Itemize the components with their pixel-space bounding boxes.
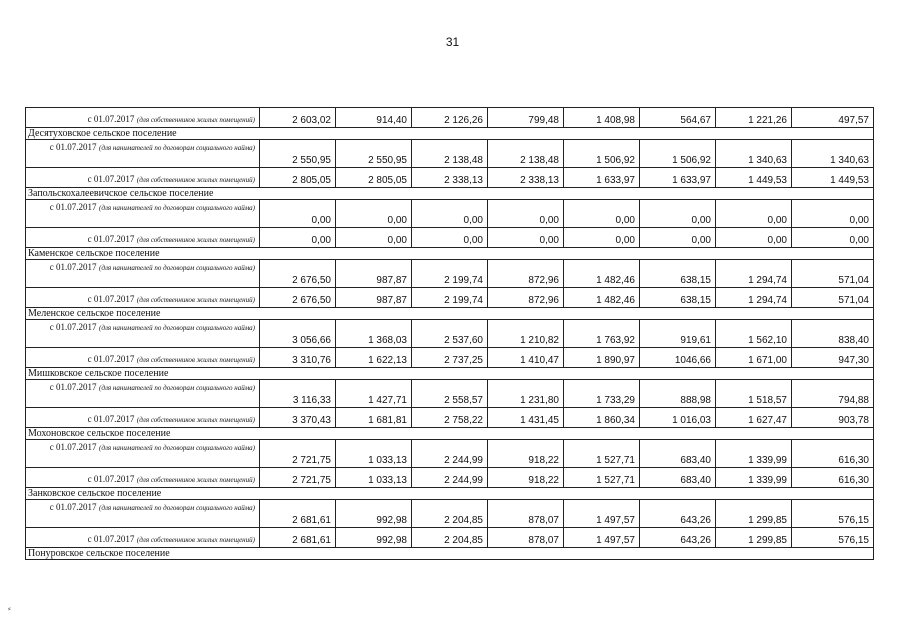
value-cell: 1 299,85 xyxy=(716,500,792,528)
row-label-tenants xyxy=(26,320,260,348)
value-cell: 616,30 xyxy=(792,468,874,488)
value-cell: 2 138,48 xyxy=(488,140,564,168)
table-row xyxy=(26,108,874,128)
value-cell: 1 016,03 xyxy=(640,408,716,428)
value-cell: 1 449,53 xyxy=(792,168,874,188)
value-cell: 878,07 xyxy=(488,500,564,528)
section-header-row xyxy=(26,488,874,500)
value-cell: 1 763,92 xyxy=(564,320,640,348)
row-label-note: (для собственников жилых помещений) xyxy=(136,116,255,124)
value-cell: 2 204,85 xyxy=(412,500,488,528)
value-cell: 2 199,74 xyxy=(412,260,488,288)
value-cell: 1 518,57 xyxy=(716,380,792,408)
row-label-date: с 01.07.2017 xyxy=(49,202,97,212)
value-cell: 0,00 xyxy=(488,200,564,228)
page-number: 31 xyxy=(445,35,460,49)
row-label-note: (для собственников жилых помещений) xyxy=(136,536,255,544)
value-cell: 2 737,25 xyxy=(412,348,488,368)
value-cell: 0,00 xyxy=(564,200,640,228)
scan-mark: ⸗ xyxy=(8,604,11,613)
value-cell: 643,26 xyxy=(640,500,716,528)
value-cell: 0,00 xyxy=(260,200,336,228)
value-cell: 838,40 xyxy=(792,320,874,348)
value-cell: 1 562,10 xyxy=(716,320,792,348)
row-label-note: (для собственников жилых помещений) xyxy=(136,176,255,184)
value-cell: 1 033,13 xyxy=(336,440,412,468)
tariff-table xyxy=(25,107,874,560)
row-label-date: с 01.07.2017 xyxy=(87,234,135,244)
section-header-row xyxy=(26,308,874,320)
value-cell: 2 537,60 xyxy=(412,320,488,348)
value-cell: 2 126,26 xyxy=(412,108,488,128)
value-cell: 1 408,98 xyxy=(564,108,640,128)
value-cell: 2 199,74 xyxy=(412,288,488,308)
section-header-row xyxy=(26,188,874,200)
table-row xyxy=(26,320,874,348)
row-label-date: с 01.07.2017 xyxy=(87,534,135,544)
value-cell: 914,40 xyxy=(336,108,412,128)
value-cell: 1046,66 xyxy=(640,348,716,368)
row-label-date: с 01.07.2017 xyxy=(87,294,135,304)
value-cell: 1 890,97 xyxy=(564,348,640,368)
value-cell: 0,00 xyxy=(564,228,640,248)
value-cell: 1 527,71 xyxy=(564,468,640,488)
value-cell: 683,40 xyxy=(640,468,716,488)
value-cell: 0,00 xyxy=(412,228,488,248)
row-label-note: (для нанимателей по договорам социального найма) xyxy=(99,204,255,212)
value-cell: 1 231,80 xyxy=(488,380,564,408)
value-cell: 1 431,45 xyxy=(488,408,564,428)
row-label-date: с 01.07.2017 xyxy=(87,354,135,364)
value-cell: 1 671,00 xyxy=(716,348,792,368)
table-row xyxy=(26,408,874,428)
row-label-note: (для нанимателей по договорам социального найма) xyxy=(99,444,255,452)
row-label-tenants xyxy=(26,440,260,468)
row-label-date: с 01.07.2017 xyxy=(87,114,135,124)
value-cell: 3 370,43 xyxy=(260,408,336,428)
row-label-date: с 01.07.2017 xyxy=(87,414,135,424)
value-cell: 0,00 xyxy=(716,228,792,248)
row-label-note: (для нанимателей по договорам социального найма) xyxy=(99,504,255,512)
value-cell: 576,15 xyxy=(792,500,874,528)
value-cell: 1 340,63 xyxy=(716,140,792,168)
value-cell: 1 294,74 xyxy=(716,288,792,308)
table-row xyxy=(26,468,874,488)
row-label-owners xyxy=(26,468,260,488)
row-label-note: (для нанимателей по договорам социального найма) xyxy=(99,264,255,272)
value-cell: 3 116,33 xyxy=(260,380,336,408)
value-cell: 0,00 xyxy=(336,200,412,228)
section-header-row xyxy=(26,428,874,440)
row-label-note: (для собственников жилых помещений) xyxy=(136,296,255,304)
section-name: Десятуховское сельское поселение xyxy=(26,128,874,140)
table-row xyxy=(26,500,874,528)
value-cell: 2 138,48 xyxy=(412,140,488,168)
value-cell: 1 733,29 xyxy=(564,380,640,408)
value-cell: 1 497,57 xyxy=(564,500,640,528)
section-name: Мохоновское сельское поселение xyxy=(26,428,874,440)
value-cell: 1 860,34 xyxy=(564,408,640,428)
value-cell: 0,00 xyxy=(412,200,488,228)
value-cell: 872,96 xyxy=(488,260,564,288)
value-cell: 1 339,99 xyxy=(716,468,792,488)
value-cell: 0,00 xyxy=(640,200,716,228)
value-cell: 799,48 xyxy=(488,108,564,128)
value-cell: 1 482,46 xyxy=(564,260,640,288)
section-name: Каменское сельское поселение xyxy=(26,248,874,260)
value-cell: 1 622,13 xyxy=(336,348,412,368)
section-name: Меленское сельское поселение xyxy=(26,308,874,320)
value-cell: 2 603,02 xyxy=(260,108,336,128)
row-label-tenants xyxy=(26,500,260,528)
value-cell: 1 221,26 xyxy=(716,108,792,128)
value-cell: 918,22 xyxy=(488,440,564,468)
value-cell: 987,87 xyxy=(336,288,412,308)
section-name: Мишковское сельское поселение xyxy=(26,368,874,380)
value-cell: 1 506,92 xyxy=(564,140,640,168)
value-cell: 1 210,82 xyxy=(488,320,564,348)
row-label-date: с 01.07.2017 xyxy=(49,142,97,152)
value-cell: 2 681,61 xyxy=(260,528,336,548)
value-cell: 2 805,05 xyxy=(260,168,336,188)
value-cell: 1 339,99 xyxy=(716,440,792,468)
value-cell: 1 410,47 xyxy=(488,348,564,368)
value-cell: 903,78 xyxy=(792,408,874,428)
value-cell: 2 244,99 xyxy=(412,440,488,468)
value-cell: 918,22 xyxy=(488,468,564,488)
table-row xyxy=(26,440,874,468)
row-label-date: с 01.07.2017 xyxy=(49,262,97,272)
section-header-row xyxy=(26,548,874,560)
row-label-owners xyxy=(26,228,260,248)
value-cell: 638,15 xyxy=(640,288,716,308)
row-label-date: с 01.07.2017 xyxy=(87,474,135,484)
value-cell: 0,00 xyxy=(792,200,874,228)
table-row xyxy=(26,168,874,188)
value-cell: 571,04 xyxy=(792,260,874,288)
value-cell: 2 204,85 xyxy=(412,528,488,548)
value-cell: 1 681,81 xyxy=(336,408,412,428)
value-cell: 1 340,63 xyxy=(792,140,874,168)
row-label-tenants xyxy=(26,380,260,408)
value-cell: 1 427,71 xyxy=(336,380,412,408)
row-label-date: с 01.07.2017 xyxy=(49,442,97,452)
value-cell: 992,98 xyxy=(336,500,412,528)
section-header-row xyxy=(26,128,874,140)
value-cell: 1 449,53 xyxy=(716,168,792,188)
value-cell: 878,07 xyxy=(488,528,564,548)
row-label-owners xyxy=(26,528,260,548)
value-cell: 992,98 xyxy=(336,528,412,548)
value-cell: 571,04 xyxy=(792,288,874,308)
table-row xyxy=(26,200,874,228)
value-cell: 497,57 xyxy=(792,108,874,128)
row-label-note: (для нанимателей по договорам социального найма) xyxy=(99,324,255,332)
value-cell: 0,00 xyxy=(488,228,564,248)
value-cell: 0,00 xyxy=(792,228,874,248)
value-cell: 638,15 xyxy=(640,260,716,288)
value-cell: 2 338,13 xyxy=(412,168,488,188)
row-label-note: (для собственников жилых помещений) xyxy=(136,416,255,424)
value-cell: 2 558,57 xyxy=(412,380,488,408)
table-row xyxy=(26,348,874,368)
value-cell: 564,67 xyxy=(640,108,716,128)
table-row xyxy=(26,228,874,248)
table-row xyxy=(26,140,874,168)
row-label-owners xyxy=(26,168,260,188)
row-label-date: с 01.07.2017 xyxy=(49,382,97,392)
row-label-note: (для собственников жилых помещений) xyxy=(136,236,255,244)
value-cell: 2 550,95 xyxy=(336,140,412,168)
row-label-tenants xyxy=(26,260,260,288)
value-cell: 794,88 xyxy=(792,380,874,408)
section-header-row xyxy=(26,368,874,380)
value-cell: 2 676,50 xyxy=(260,260,336,288)
row-label-tenants xyxy=(26,200,260,228)
row-label-note: (для нанимателей по договорам социального найма) xyxy=(99,144,255,152)
row-label-owners xyxy=(26,348,260,368)
table-row xyxy=(26,260,874,288)
value-cell: 0,00 xyxy=(336,228,412,248)
value-cell: 2 758,22 xyxy=(412,408,488,428)
value-cell: 1 627,47 xyxy=(716,408,792,428)
value-cell: 3 310,76 xyxy=(260,348,336,368)
table-row xyxy=(26,380,874,408)
value-cell: 2 805,05 xyxy=(336,168,412,188)
row-label-note: (для нанимателей по договорам социального найма) xyxy=(99,384,255,392)
value-cell: 1 294,74 xyxy=(716,260,792,288)
value-cell: 2 681,61 xyxy=(260,500,336,528)
row-label-tenants xyxy=(26,140,260,168)
table-body xyxy=(26,108,874,560)
row-label-date: с 01.07.2017 xyxy=(49,322,97,332)
value-cell: 2 721,75 xyxy=(260,440,336,468)
row-label-note: (для собственников жилых помещений) xyxy=(136,356,255,364)
section-name: Запольскохалеевичское сельское поселение xyxy=(26,188,874,200)
value-cell: 616,30 xyxy=(792,440,874,468)
value-cell: 1 299,85 xyxy=(716,528,792,548)
value-cell: 643,26 xyxy=(640,528,716,548)
value-cell: 872,96 xyxy=(488,288,564,308)
value-cell: 947,30 xyxy=(792,348,874,368)
value-cell: 1 633,97 xyxy=(564,168,640,188)
value-cell: 1 633,97 xyxy=(640,168,716,188)
value-cell: 0,00 xyxy=(716,200,792,228)
value-cell: 0,00 xyxy=(260,228,336,248)
row-label-owners xyxy=(26,408,260,428)
section-name: Занковское сельское поселение xyxy=(26,488,874,500)
row-label-owners xyxy=(26,108,260,128)
value-cell: 987,87 xyxy=(336,260,412,288)
value-cell: 1 368,03 xyxy=(336,320,412,348)
value-cell: 1 506,92 xyxy=(640,140,716,168)
value-cell: 888,98 xyxy=(640,380,716,408)
value-cell: 0,00 xyxy=(640,228,716,248)
value-cell: 2 244,99 xyxy=(412,468,488,488)
table-row xyxy=(26,288,874,308)
section-header-row xyxy=(26,248,874,260)
value-cell: 2 550,95 xyxy=(260,140,336,168)
value-cell: 919,61 xyxy=(640,320,716,348)
value-cell: 1 033,13 xyxy=(336,468,412,488)
value-cell: 683,40 xyxy=(640,440,716,468)
value-cell: 2 676,50 xyxy=(260,288,336,308)
row-label-note: (для собственников жилых помещений) xyxy=(136,476,255,484)
value-cell: 3 056,66 xyxy=(260,320,336,348)
row-label-date: с 01.07.2017 xyxy=(49,502,97,512)
value-cell: 1 527,71 xyxy=(564,440,640,468)
value-cell: 2 338,13 xyxy=(488,168,564,188)
row-label-owners xyxy=(26,288,260,308)
value-cell: 1 482,46 xyxy=(564,288,640,308)
value-cell: 2 721,75 xyxy=(260,468,336,488)
section-name: Понуровское сельское поселение xyxy=(26,548,874,560)
row-label-date: с 01.07.2017 xyxy=(87,174,135,184)
table-row xyxy=(26,528,874,548)
value-cell: 1 497,57 xyxy=(564,528,640,548)
value-cell: 576,15 xyxy=(792,528,874,548)
